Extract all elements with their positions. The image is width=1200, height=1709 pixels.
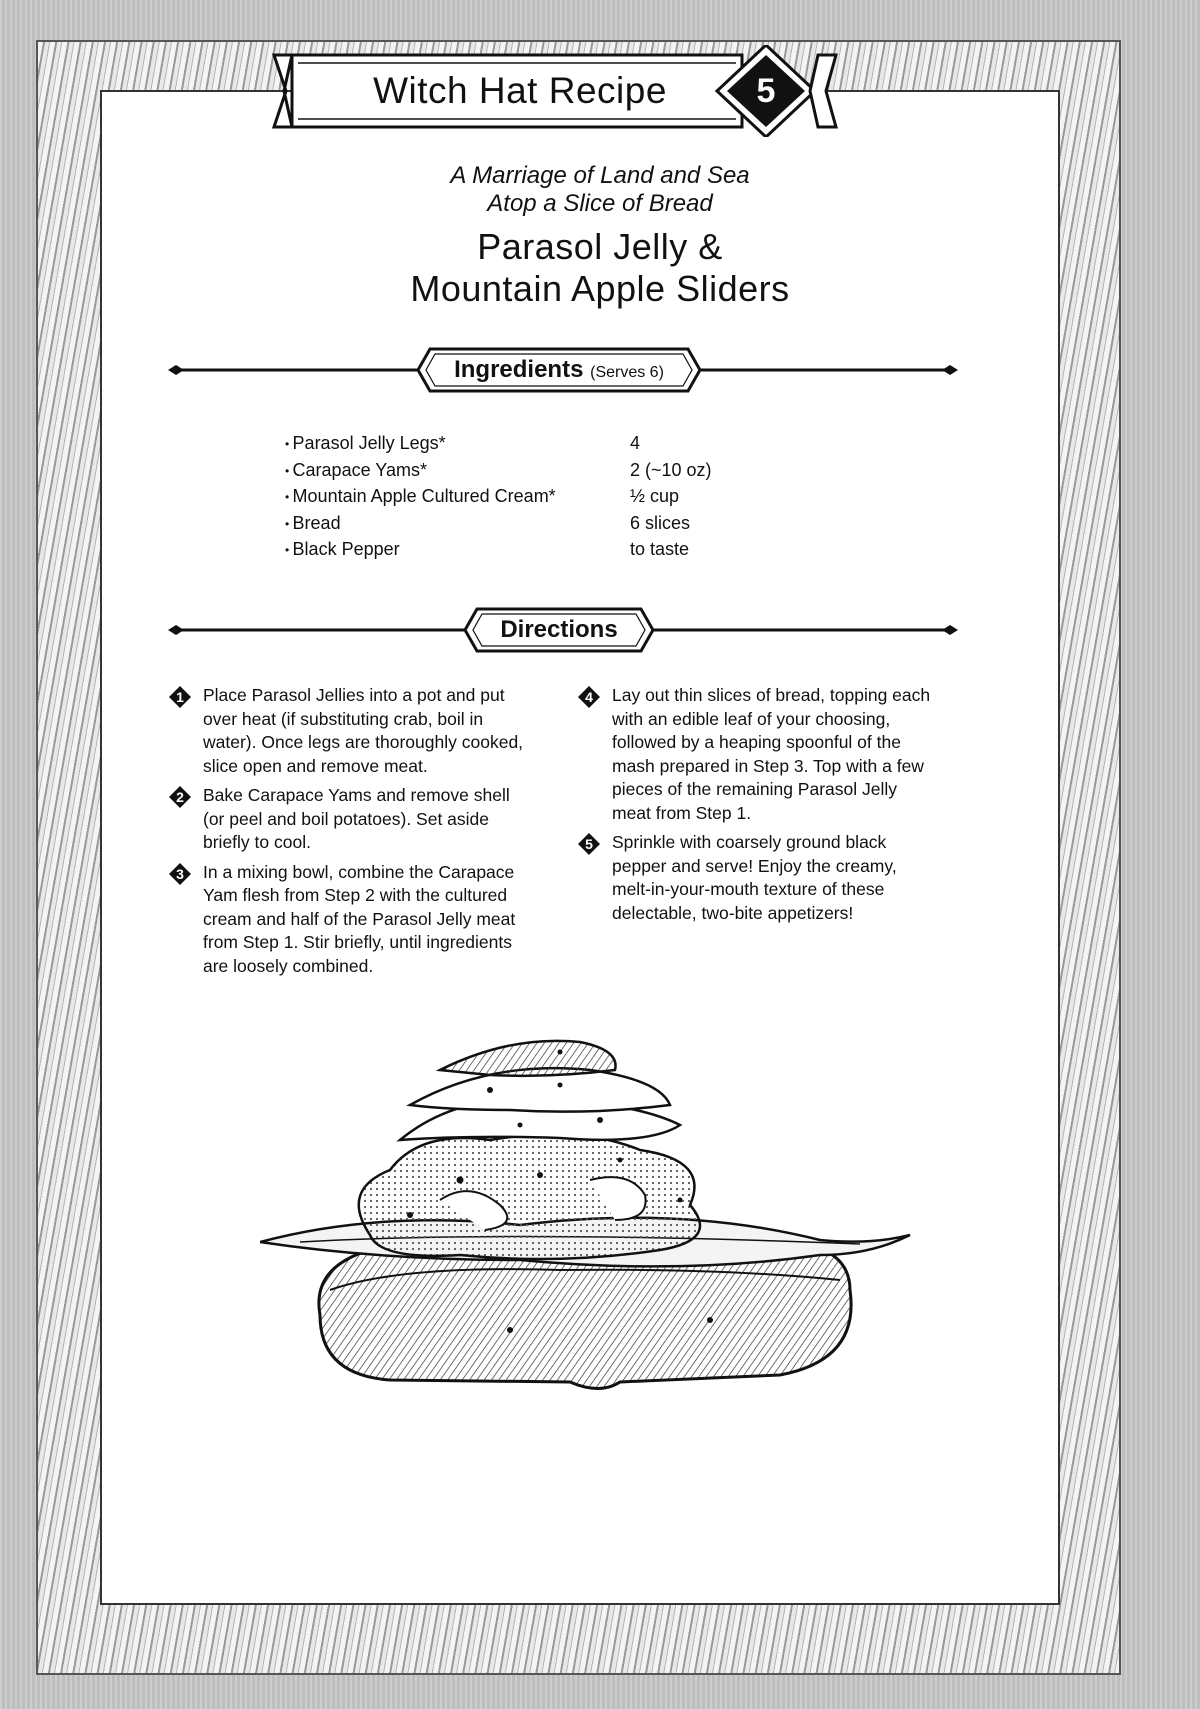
direction-step (167, 861, 527, 979)
ingredient-name: • Parasol Jelly Legs* (285, 430, 630, 457)
recipe-title-line-1: Parasol Jelly & (477, 226, 723, 267)
ingredient-amount: ½ cup (630, 486, 680, 506)
ingredient-name: • Black Pepper (285, 536, 630, 563)
banner-title: Witch Hat Recipe (373, 70, 667, 111)
slider-illustration (260, 1030, 920, 1400)
recipe-number-badge: 5 (756, 72, 776, 110)
directions-column-right (576, 684, 936, 931)
recipe-banner (270, 45, 840, 137)
direction-step (167, 784, 527, 855)
ingredient-amount: 4 (630, 433, 641, 453)
slider-drawing (260, 1030, 920, 1400)
ingredient-row (285, 430, 785, 457)
ingredients-header (168, 345, 958, 395)
ingredient-amount: 6 slices (630, 512, 691, 533)
ingredient-row (285, 510, 785, 537)
ingredients-list (285, 430, 785, 563)
step-text: In a mixing bowl, combine the Carapace Yam flesh from Step 2 with the cultured cream and half of the Parasol Jelly meat from Step 1. Stir briefly, until ingredients are loosely combined. (203, 861, 516, 976)
ingredient-row (285, 483, 785, 510)
step-number-badge (578, 686, 600, 708)
recipe-subtitle-line-1: A Marriage of Land and Sea (450, 162, 750, 189)
ingredient-name: • Bread (285, 510, 630, 537)
ingredient-name: • Carapace Yams* (285, 457, 630, 484)
recipe-subtitle-line-2: Atop a Slice of Bread (487, 190, 713, 217)
serves-count: (Serves 6) (590, 364, 664, 381)
directions-title: Directions (500, 616, 618, 643)
directions-column-left (167, 684, 527, 984)
step-number: 2 (176, 789, 184, 805)
step-number: 3 (176, 865, 184, 882)
direction-step (576, 684, 936, 825)
step-number-badge (169, 863, 191, 885)
direction-step (576, 831, 936, 925)
ingredient-amount: 2 (~10 oz) (630, 459, 712, 480)
step-text: Sprinkle with coarsely ground black pepper and serve! Enjoy the creamy, melt-in-your-mouth texture of these delectable, two-bite appetizers! (612, 832, 897, 923)
step-text: Bake Carapace Yams and remove shell (or peel and boil potatoes). Set aside briefly to cool. (203, 785, 510, 852)
ingredient-row (285, 536, 785, 563)
step-text: Lay out thin slices of bread, topping each with an edible leaf of your choosing, followed by a heaping spoonful of the mash prepared in Step 3. Top with a few pieces of the remaining Parasol Jelly meat from Step 1. (612, 685, 931, 823)
directions-header (168, 605, 958, 655)
ingredient-row (285, 457, 785, 484)
step-number-badge (169, 786, 191, 808)
step-number-badge (169, 686, 191, 708)
ingredient-amount: to taste (630, 539, 690, 559)
step-number: 5 (585, 836, 593, 852)
recipe-title-line-2: Mountain Apple Sliders (410, 268, 790, 309)
direction-step (167, 684, 527, 778)
step-number-badge (578, 833, 600, 855)
step-number: 1 (176, 689, 184, 705)
step-number: 4 (585, 689, 593, 705)
ingredients-title: Ingredients (454, 356, 584, 383)
step-text: Place Parasol Jellies into a pot and put over heat (if substituting crab, boil in water). Once legs are thoroughly cooked, slice open and remove meat. (203, 685, 524, 776)
ingredient-name: • Mountain Apple Cultured Cream* (285, 483, 630, 510)
ingredients-label (430, 345, 688, 395)
